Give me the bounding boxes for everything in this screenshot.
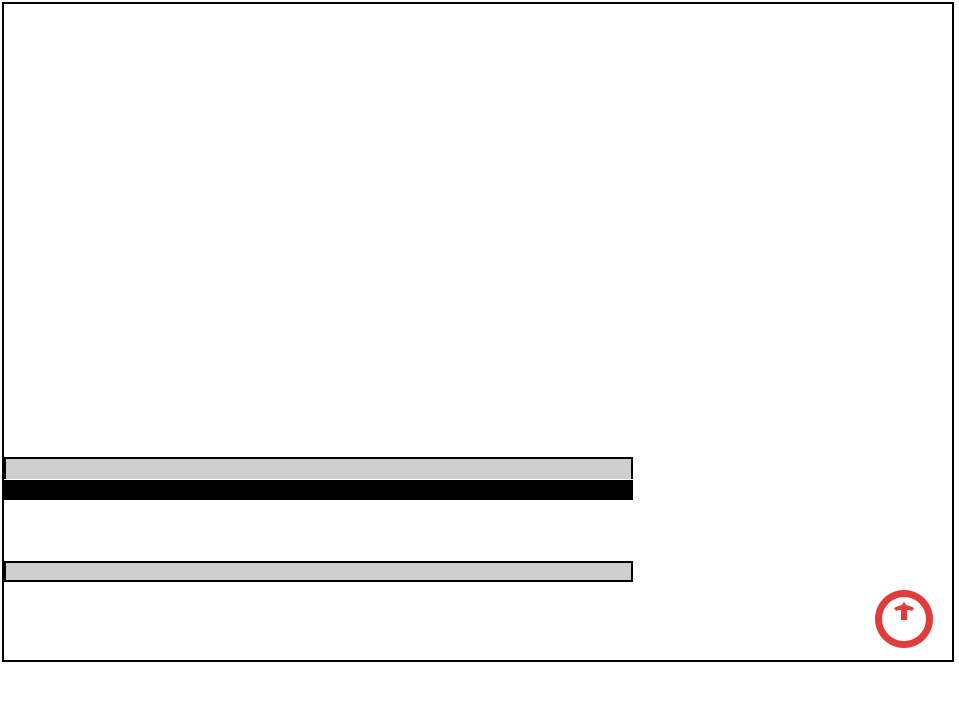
station-section [4, 457, 633, 479]
ivao-logo-icon [868, 588, 940, 650]
freq-table-header [4, 480, 633, 500]
squawk-header [4, 561, 633, 582]
